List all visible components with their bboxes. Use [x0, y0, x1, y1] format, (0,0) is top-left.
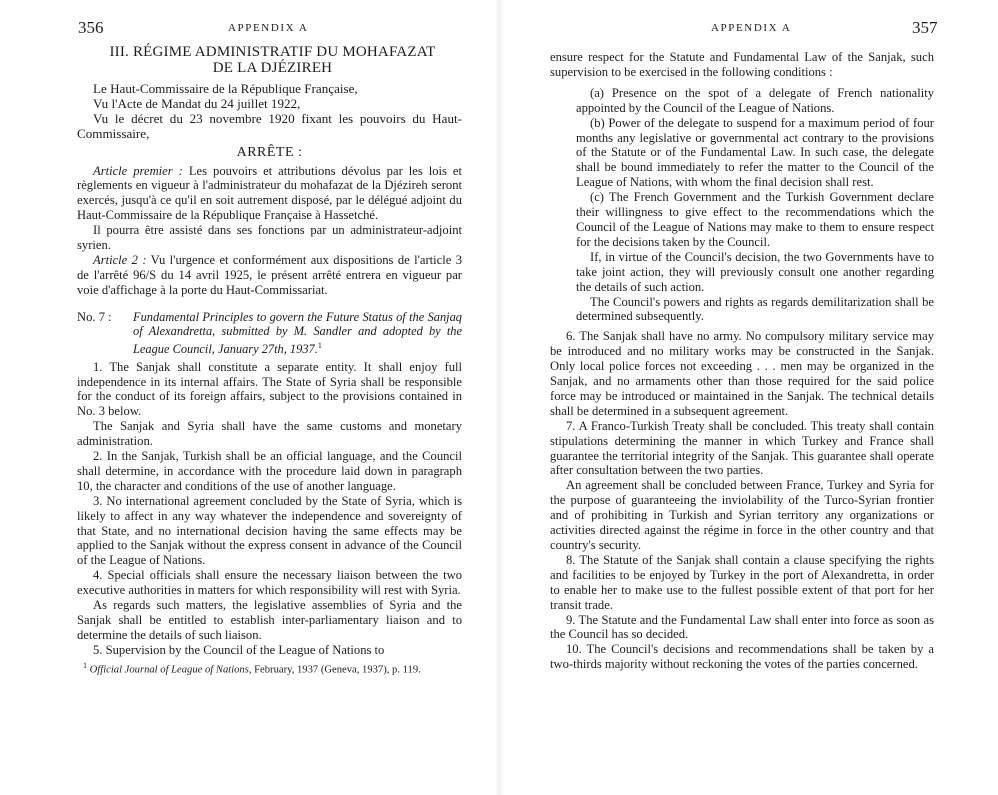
paragraph: The Sanjak and Syria shall have the same customs and monetary administration. [77, 419, 462, 449]
footnote [77, 659, 462, 677]
paragraph: An agreement shall be concluded between France, Turkey and Syria for the purpose of guaranteeing the inviolability of the Turco-Syrian frontier and of prohibiting in Turkish and Syrian territory any organizations or activities directed against the régime in force in the other country and that country's security. [550, 478, 934, 552]
page-number: 357 [912, 18, 938, 37]
decree-line: Le Haut-Commissaire de la République Française, [93, 81, 358, 96]
footnote-marker: 1 [83, 660, 87, 670]
paragraph-6: 6. The Sanjak shall have no army. No compulsory military service may be introduced and no military works may be constructed in the Sanjak. Only local police forces not exceeding . . . men may be organized in the Sanjak, and no armaments other than those required for the said police force may be introduced or maintained in the Sanjak. The technical details shall be determined in a subsequent agreement. [550, 329, 934, 418]
article-2 [77, 253, 462, 298]
article-text: Vu l'urgence et conformément aux dispositions de l'article 3 de l'arrêté 96/S du 14 avril 1925, le présent arrêté entrera en vigueur par voie d'affichage à la porte du Haut-Commissariat. [77, 252, 462, 297]
right-page [499, 0, 998, 795]
clause-paragraph: If, in virtue of the Council's decision, the two Governments have to take joint action, they will previously consult one another regarding the details of such action. [576, 249, 934, 294]
page-number: 356 [78, 18, 104, 37]
footnote-reference: 1 [317, 340, 322, 350]
paragraph-10: 10. The Council's decisions and recommendations shall be taken by a two-thirds majority without reckoning the votes of the parties concerned. [550, 642, 934, 672]
paragraph-8: 8. The Statute of the Sanjak shall contain a clause specifying the rights and facilities to be enjoyed by Turkey in the port of Alexandretta, in order to enable her to make use to the fullest possible extent of that port for her transit trade. [550, 552, 934, 612]
section-heading [77, 44, 462, 76]
footnote-source: Official Journal of League of Nations [89, 664, 249, 676]
running-head: APPENDIX A [711, 22, 792, 34]
clause-c: (c) The French Government and the Turkish Government declare their willingness to give effect to the recommendations which the Council of the League of Nations may make to them to ensure respect for the decisions taken by the Council. [576, 190, 934, 249]
document-no7-header [77, 310, 462, 357]
section-heading-line-1: III. RÉGIME ADMINISTRATIF DU MOHAFAZAT [109, 44, 436, 60]
article-label: Article 2 : [93, 252, 147, 267]
article-premier [77, 164, 462, 224]
document-title-text: Fundamental Principles to govern the Future Status of the Sanjaq of Alexandretta, submitted by M. Sandler and adopted by the League Council, January 27th, 1937. [133, 309, 462, 356]
footnote-citation: , February, 1937 (Geneva, 1937), p. 119. [248, 664, 421, 676]
document-title [133, 310, 462, 357]
paragraph-2: 2. In the Sanjak, Turkish shall be an official language, and the Council shall determine, in accordance with the procedure laid down in paragraph 10, the character and conditions of the use of another language. [77, 449, 462, 493]
article-paragraph: Il pourra être assisté dans ses fonctions par un administrateur-adjoint syrien. [77, 223, 462, 253]
decree-line: Vu l'Acte de Mandat du 24 juillet 1922, [93, 95, 301, 111]
clause-b: (b) Power of the delegate to suspend for a maximum period of four months any legislative or governmental act contrary to the provisions of the Statute or of the Fundamental Law. In such case, the delegate shall be bound immediately to refer the matter to the Council of the League of Nations, with whom the final decision shall rest. [576, 115, 934, 190]
paragraph-5: 5. Supervision by the Council of the League of Nations to [93, 642, 385, 657]
continuation-paragraph: ensure respect for the Statute and Fundamental Law of the Sanjak, such supervision to be exercised in the following conditions : [550, 50, 934, 79]
article-text: Les pouvoirs et attributions dévolus par les lois et règlements en vigueur à l'administrateur du mohafazat de la Djézireh seront exercés, jusqu'à ce qu'il en soit autrement disposé, par le délégué adjoint du Haut-Commissaire de la République Française à Hassetché. [77, 163, 462, 223]
left-text-column [77, 44, 462, 676]
paragraph-7: 7. A Franco-Turkish Treaty shall be concluded. This treaty shall contain stipulations determining the manner in which Turkey and France shall guarantee the territorial integrity of the Sanjak. This guarantee shall operate after consultation between the two parties. [550, 418, 934, 478]
decree-line: Vu le décret du 23 novembre 1920 fixant les pouvoirs du Haut-Commissaire, [77, 110, 462, 141]
paragraph-9: 9. The Statute and the Fundamental Law shall enter into force as soon as the Council has so decided. [550, 612, 934, 642]
paragraph-4: 4. Special officials shall ensure the necessary liaison between the two executive authorities in matters for which responsibility will rest with Syria. [77, 568, 462, 598]
right-text-column [550, 50, 934, 672]
arrete-heading: ARRÊTE : [236, 144, 303, 160]
section-heading-line-2: DE LA DJÉZIREH [212, 60, 333, 76]
paragraph: As regards such matters, the legislative assemblies of Syria and the Sanjak shall be entitled to establish inter-parliamentary liaison and to determine the details of such liaison. [77, 598, 462, 642]
running-head: APPENDIX A [228, 22, 309, 34]
clause-paragraph: The Council's powers and rights as regards demilitarization shall be determined subsequently. [576, 294, 934, 324]
paragraph-1: 1. The Sanjak shall constitute a separate entity. It shall enjoy full independence in its internal affairs. The State of Syria shall be responsible for the conduct of its foreign affairs, subject to the provisions contained in No. 3 below. [77, 359, 462, 419]
supervision-clauses [550, 86, 934, 325]
document-number-label: No. 7 : [77, 309, 112, 324]
article-label: Article premier : [93, 163, 183, 178]
paragraph-3: 3. No international agreement concluded by the State of Syria, which is likely to affect in any way whatever the independence and sovereignty of that State, and no international decision having the same effects may be applied to the Sanjak without the express consent in advance of the Council of the League of Nations. [77, 493, 462, 568]
clause-a: (a) Presence on the spot of a delegate of French nationality appointed by the Council of the League of Nations. [576, 85, 934, 115]
